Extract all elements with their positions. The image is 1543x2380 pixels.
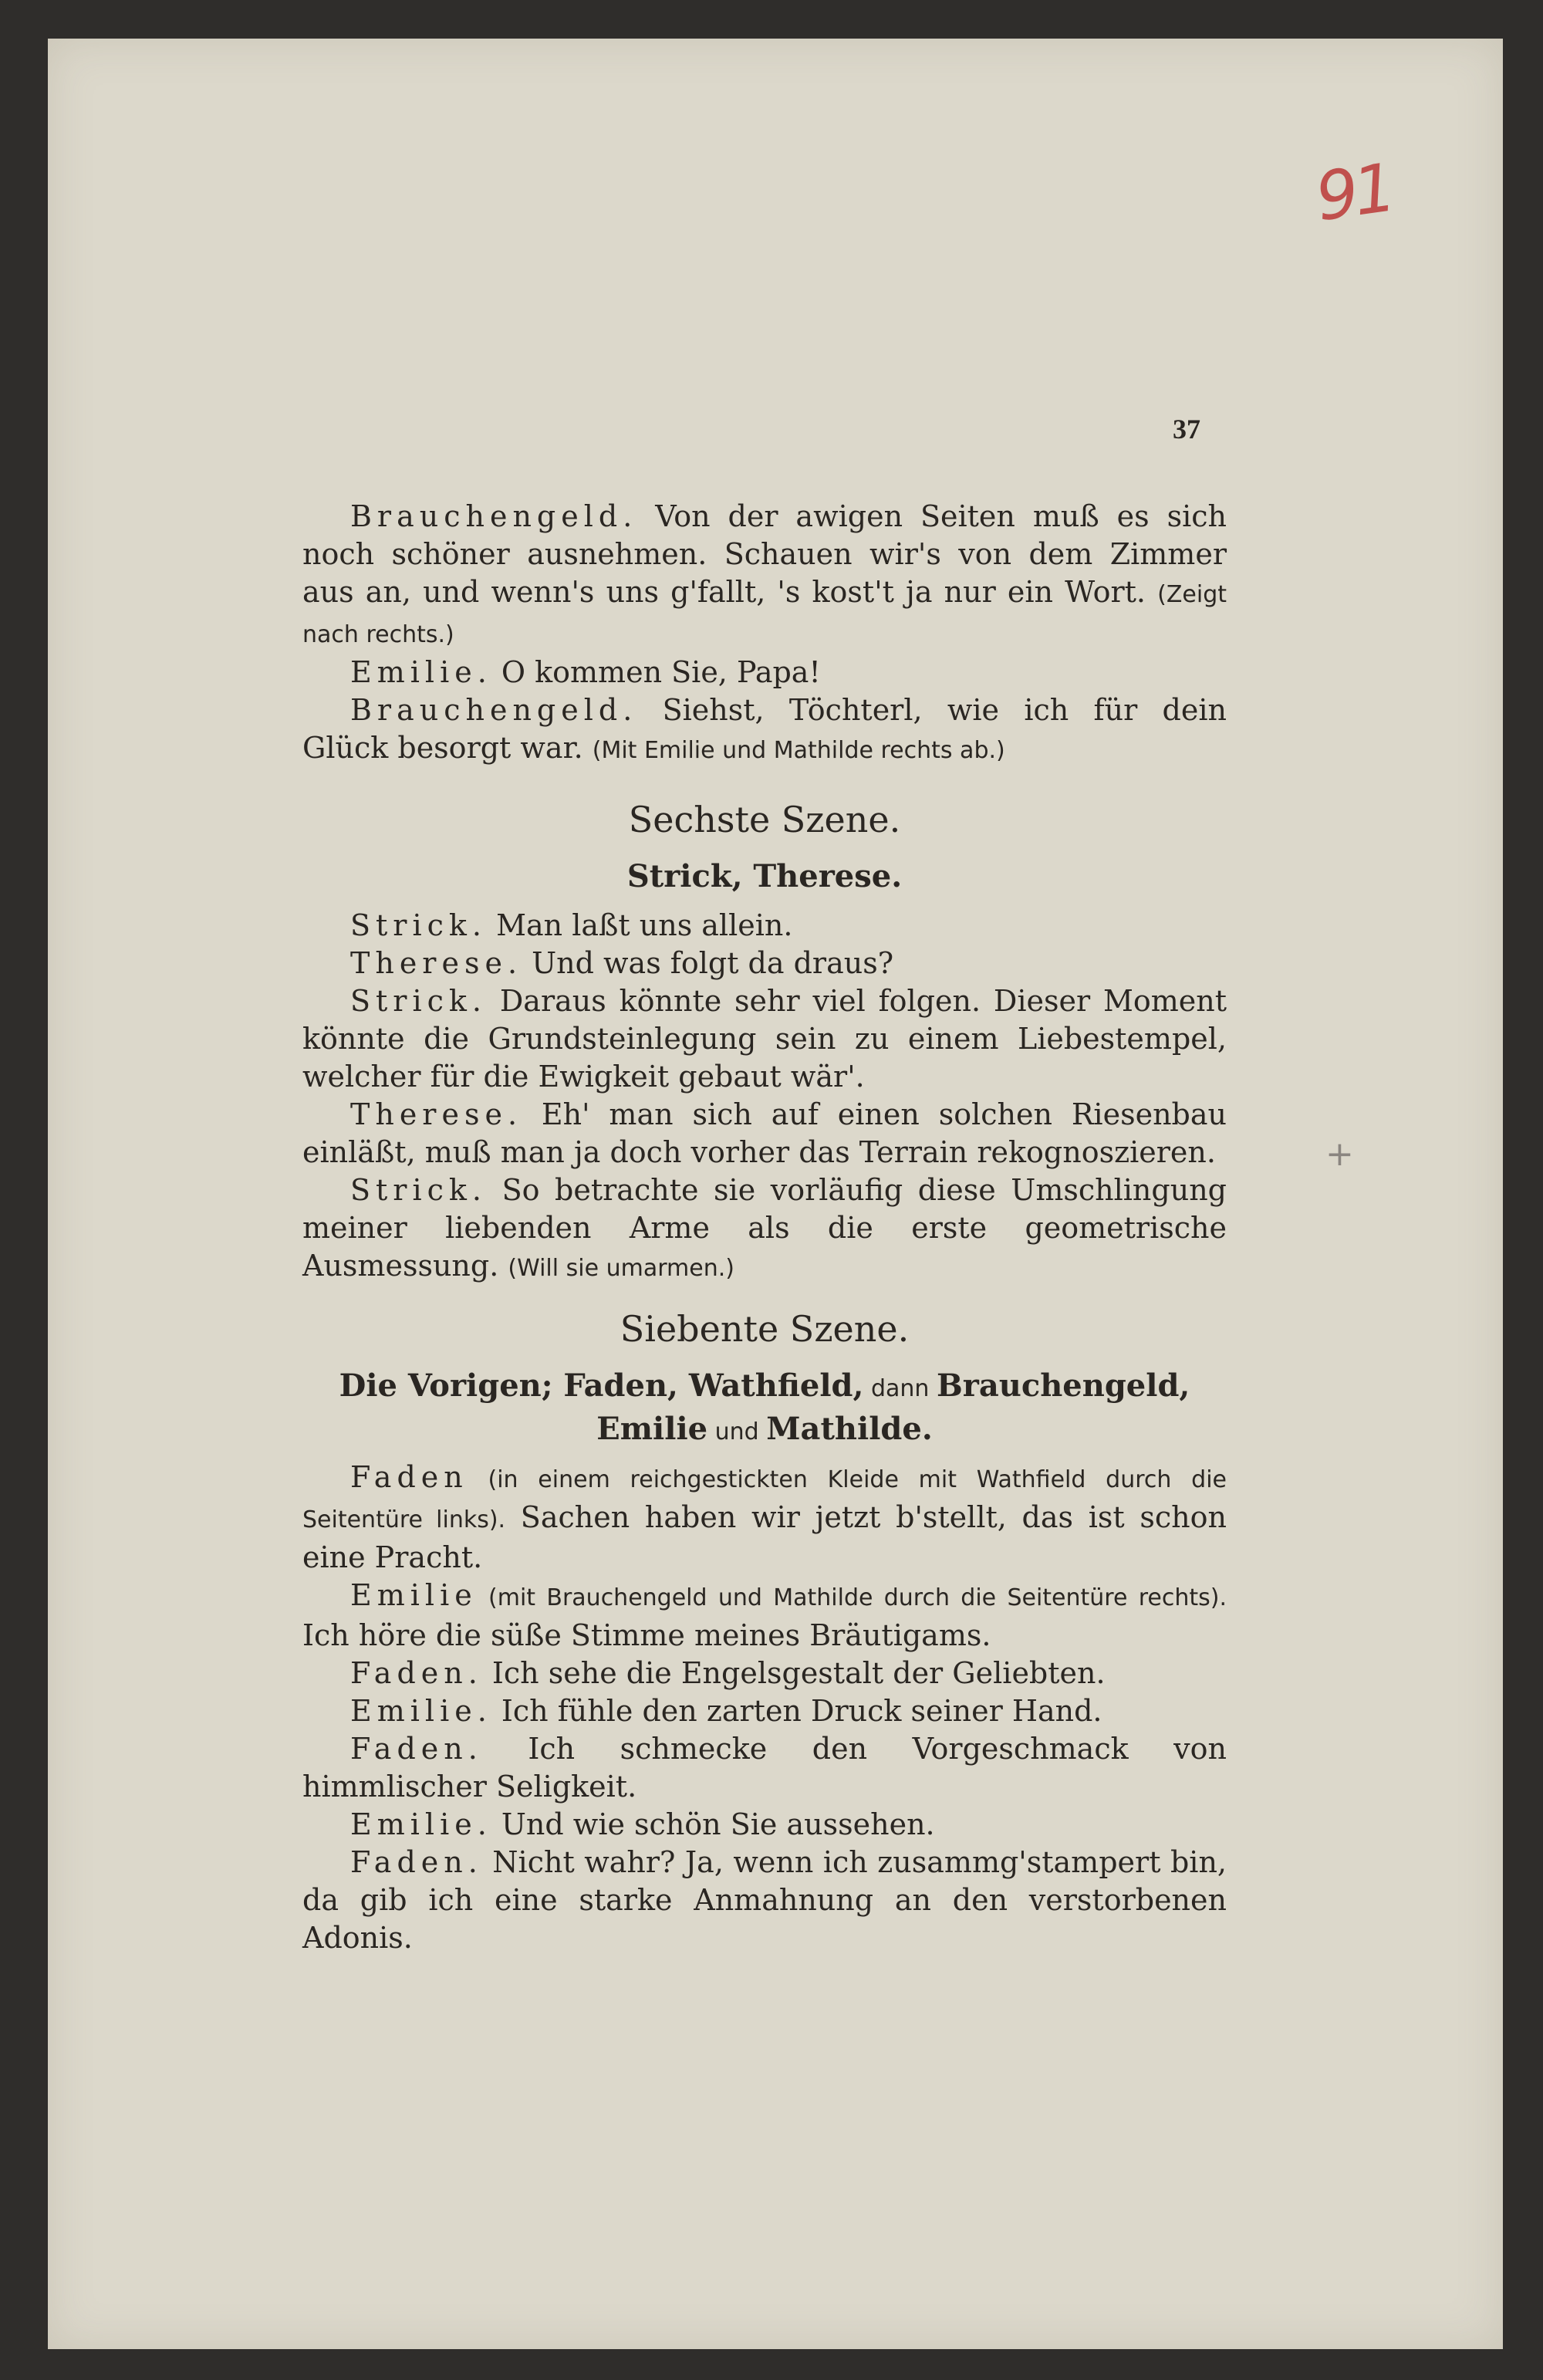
- dialogue-line: [302, 1806, 1227, 1844]
- speaker: Strick.: [350, 908, 488, 942]
- dialogue-line: [302, 982, 1227, 1096]
- speaker: Therese.: [350, 1097, 523, 1131]
- dialogue-line: [302, 1096, 1227, 1171]
- archive-number: 91: [1311, 149, 1396, 237]
- speech-text: Man laßt uns allein.: [487, 908, 793, 942]
- speech-text: Siehst, Töchterl, wie ich für dein Glück besorgt war.: [302, 693, 1227, 765]
- speech-text: Von der awigen Seiten muß es sich noch schöner ausnehmen. Schauen wir's von dem Zimmer aus an, und wenn's uns g'fallt, 's kost't ja nur ein Wort.: [302, 499, 1227, 609]
- scene-6-cast: Strick, Therese.: [626, 858, 903, 894]
- stage-direction: (in einem reichgestickten Kleide mit Wathfield durch die Seitentüre links).: [302, 1466, 1227, 1533]
- cast-part: Die Vorigen; Faden, Wathfield,: [339, 1367, 864, 1404]
- scene-7-title: Siebente Szene.: [620, 1308, 910, 1350]
- scene-6-title: Sechste Szene.: [628, 799, 901, 840]
- cast-connector: dann: [863, 1375, 937, 1402]
- speaker: Brauchengeld.: [350, 499, 638, 533]
- dialogue-line: [302, 1655, 1227, 1692]
- block-1: [302, 498, 1227, 769]
- speech-text: Und wie schön Sie aussehen.: [491, 1807, 935, 1841]
- speech-text: Sachen haben wir jetzt b'stellt, das ist schon eine Pracht.: [302, 1500, 1227, 1574]
- speaker: Faden.: [350, 1732, 483, 1766]
- dialogue-line: [302, 1730, 1227, 1806]
- dialogue-line: [302, 1459, 1227, 1577]
- stage-direction: (Zeigt nach rechts.): [302, 581, 1227, 648]
- speech-brauchengeld-1: [302, 498, 1227, 654]
- speaker: Emilie.: [350, 1694, 492, 1728]
- speaker: Therese.: [350, 946, 523, 980]
- speaker: Faden: [350, 1460, 468, 1494]
- speaker: Strick.: [350, 1173, 488, 1207]
- scene-7-cast: [302, 1366, 1227, 1452]
- dialogue-line: [302, 1692, 1227, 1730]
- speech-brauchengeld-2: [302, 691, 1227, 769]
- speech-text: O kommen Sie, Papa!: [491, 655, 821, 689]
- cast-part: Brauchengeld,: [936, 1367, 1190, 1404]
- scene-6-dialogue: [302, 907, 1227, 1287]
- speech-text: Ich sehe die Engelsgestalt der Geliebten.: [482, 1656, 1106, 1690]
- dialogue-line: [302, 945, 1227, 982]
- speaker: Emilie.: [350, 655, 492, 689]
- speaker: Strick.: [350, 984, 488, 1018]
- speech-text: Nicht wahr? Ja, wenn ich zusammg'stampert bin, da gib ich eine starke Anmahnung an den verstorbenen Adonis.: [302, 1845, 1227, 1955]
- speech-text: Und was folgt da draus?: [522, 946, 894, 980]
- speech-text: Ich fühle den zarten Druck seiner Hand.: [491, 1694, 1102, 1728]
- dialogue-line: [302, 1171, 1227, 1287]
- speech-emilie-1: [302, 654, 1227, 691]
- cast-part: Emilie: [596, 1411, 708, 1447]
- dialogue-line: [302, 1577, 1227, 1655]
- speaker: Brauchengeld.: [350, 693, 638, 727]
- speech-text: Daraus könnte sehr viel folgen. Dieser Moment könnte die Grundsteinlegung sein zu einem Liebestempel, welcher für die Ewigkeit gebaut wär'.: [302, 984, 1227, 1094]
- speech-text: Ich höre die süße Stimme meines Bräutigams.: [302, 1618, 991, 1652]
- speech-text: Eh' man sich auf einen solchen Riesenbau einläßt, muß man ja doch vorher das Terrain rekognoszieren.: [302, 1097, 1227, 1169]
- dialogue-line: [302, 1844, 1227, 1957]
- speaker: Faden.: [350, 1656, 483, 1690]
- speech-text: Ich schmecke den Vorgeschmack von himmlischer Seligkeit.: [302, 1732, 1227, 1804]
- cast-connector: und: [707, 1418, 767, 1445]
- stage-direction: (mit Brauchengeld und Mathilde durch die Seitentüre rechts).: [477, 1584, 1227, 1611]
- stage-direction: (Will sie umarmen.): [508, 1255, 734, 1282]
- margin-mark: +: [1325, 1134, 1354, 1174]
- speech-text: So betrachte sie vorläufig diese Umschlingung meiner liebenden Arme als die erste geometrische Ausmessung.: [302, 1173, 1227, 1283]
- speaker: Faden.: [350, 1845, 483, 1879]
- page-number: 37: [1173, 414, 1200, 445]
- dialogue-line: [302, 907, 1227, 945]
- speaker: Emilie.: [350, 1807, 492, 1841]
- stage-direction: (Mit Emilie und Mathilde rechts ab.): [592, 737, 1005, 764]
- speaker: Emilie: [350, 1578, 478, 1612]
- scene-7-dialogue: [302, 1459, 1227, 1957]
- cast-part: Mathilde.: [766, 1411, 933, 1447]
